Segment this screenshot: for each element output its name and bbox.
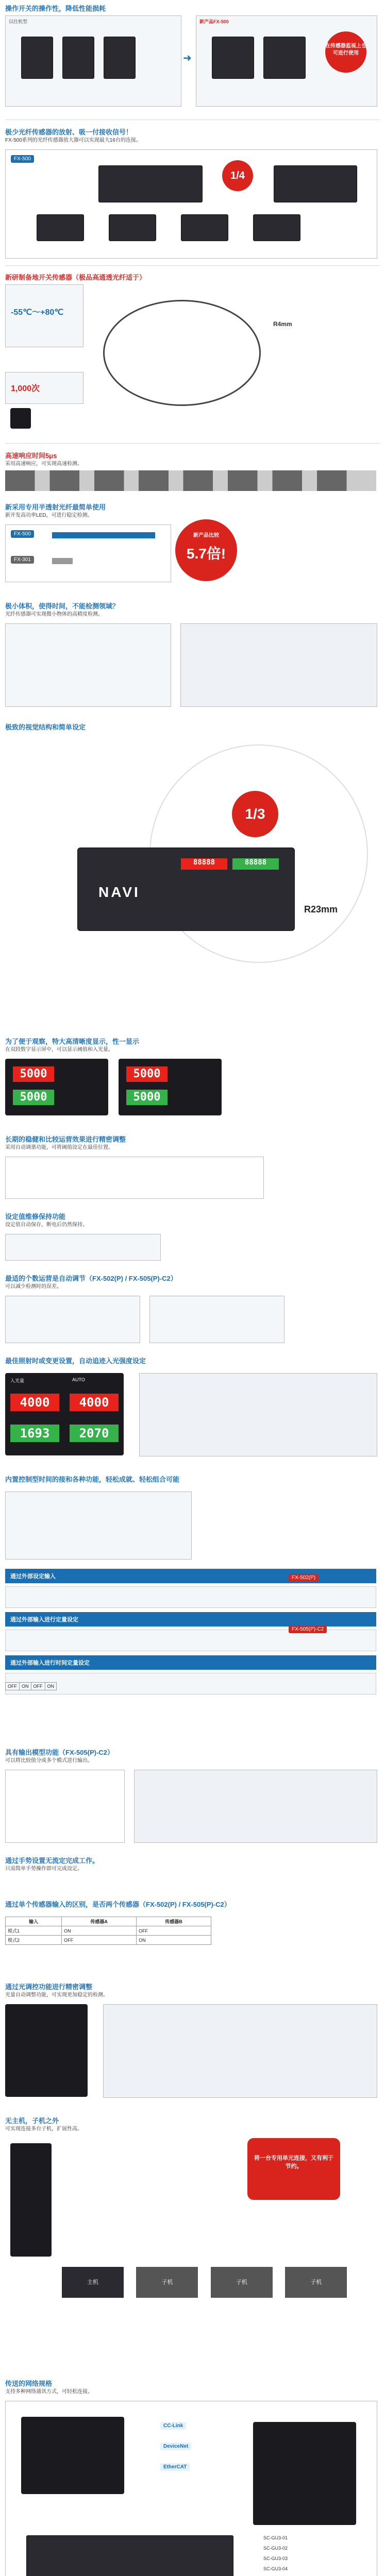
model-b-tag: FX-301 [11, 556, 34, 564]
setting-row [5, 1673, 376, 1694]
amplifier-unit [77, 848, 295, 931]
timer-image [5, 1492, 192, 1560]
controller-image [253, 2422, 356, 2525]
section-desc: FX-500系列的光纤传感器放大器可以实现最大16台的连接。 [5, 138, 141, 143]
table-row [6, 1683, 57, 1690]
callout-bubble: 将一台专用单元连接，又有利于节约。 [247, 2138, 340, 2200]
section-title: 极致的视觉结构和简单设定 [5, 723, 86, 731]
unit-slave: 子机 [136, 2267, 198, 2298]
section-desc: 支持多种网络通讯方式，可轻松连接。 [5, 2389, 93, 2395]
table-header: 输入 [6, 1917, 62, 1926]
section-network [0, 2375, 385, 2576]
section-title: 设定值维修保持功能 [5, 1213, 66, 1221]
display-panel-left [5, 1059, 108, 1115]
table-cell: 模式1 [6, 1926, 62, 1936]
section-title: 具有输出模型功能（FX-505(P)-C2） [5, 1749, 114, 1756]
section-output-mode [0, 1744, 385, 1847]
sensor-head-image [10, 408, 31, 429]
bend-count: 1,000次 [11, 384, 40, 393]
connection-diagram [5, 149, 377, 259]
section-title: 极小体积，使得时间，不能检测领域？ [5, 602, 120, 610]
timing-table [5, 1682, 57, 1690]
section-title: 新采用专用半透射光纤最简单使用 [5, 503, 106, 511]
new-model-label: 新产品FX-500 [199, 19, 229, 24]
model-a-tag: FX-500 [11, 530, 34, 538]
network-unit-label: SC-GU3-02 [263, 2546, 288, 2551]
table-header: 传感器A [62, 1917, 137, 1926]
section-desc: 可以将比较值分成多个模式进行输出。 [5, 1758, 93, 1764]
amplifier-image [104, 37, 136, 79]
amplifier-image [212, 37, 254, 79]
table-cell: 模式2 [6, 1936, 62, 1945]
ratio-badge: 1/4 [222, 160, 253, 191]
table-cell: ON [62, 1926, 137, 1936]
section-navi [0, 719, 385, 1028]
section-speed [0, 447, 385, 494]
section-gesture [0, 1852, 385, 1893]
divider [5, 265, 380, 266]
light-adjust-image [103, 2004, 377, 2098]
fiber-cable-image [103, 300, 261, 406]
section-title: 内置控制型时间的接和各种功能，轻松成就、轻松组合可能 [5, 1476, 180, 1483]
section-desc: 可实现连接多台子机，扩展性高。 [5, 2126, 82, 2132]
setting-header: 通过外部输入进行时间定量设定 [5, 1655, 376, 1670]
tuning-chart [5, 1157, 264, 1199]
network-unit-label: SC-GU3-01 [263, 2535, 288, 2540]
section-title: 新研制备地开关传感器（极品高通透光纤适于） [5, 274, 146, 281]
section-title: 操作开关的操作性，降低性能损耗 [5, 5, 106, 12]
section-dual-input [0, 1896, 385, 1973]
callout-badge: 在传感器监视上也可进行使用 [325, 31, 366, 73]
display-top: 5000 [13, 1066, 54, 1082]
section-desc: 光量自动调整功能，可实现更加稳定的检测。 [5, 1992, 108, 1998]
panel-label: 入光量 [10, 1378, 25, 1383]
old-model-label: 以往机型 [9, 19, 28, 24]
table-cell: OFF [137, 1926, 211, 1936]
amplifier-image [109, 214, 156, 241]
section-auto-adjust [0, 1270, 385, 1347]
section-title: 极少光纤传感器的放射、吸一付接收信号！ [5, 128, 133, 136]
section-title: 通过手势设置无流定完成工作。 [5, 1857, 99, 1865]
radius-label: R4mm [273, 320, 292, 328]
output-chart [5, 1770, 125, 1843]
setting-header: 通过外部输入进行定量设定 [5, 1612, 376, 1626]
display-bottom: 1693 [10, 1425, 59, 1442]
setting-header: 通过外部设定输入 [5, 1569, 376, 1583]
tracking-image [139, 1373, 377, 1456]
pc-image [21, 2417, 124, 2494]
display-led: 88888 [181, 858, 227, 870]
amplifier-row [26, 2535, 233, 2576]
input-table [5, 1917, 211, 1945]
master-unit-image [10, 2143, 52, 2257]
display-top: 4000 [10, 1394, 59, 1411]
display-panel [5, 1373, 124, 1455]
section-title: 通过单个传感器输入的区别，是否两个传感器（FX-502(P) / FX-505(P)-C2） [5, 1901, 231, 1908]
section-title: 传送的网络规格 [5, 2380, 53, 2387]
model-compare-panel [5, 524, 171, 582]
network-brand-ecat: EtherCAT [160, 2463, 190, 2471]
display-top: 4000 [70, 1394, 119, 1411]
section-tracking [0, 1352, 385, 1466]
navi-label: NAVI [98, 884, 140, 900]
output-image [134, 1770, 377, 1843]
section-desc: 新开发高功率LED，可进行稳定检测。 [5, 513, 93, 518]
divider [5, 443, 380, 444]
panel-label: AUTO [72, 1377, 85, 1382]
section-title: 为了便于观察，特大高清晰度显示，性一显示 [5, 1038, 140, 1045]
display-bottom: 5000 [13, 1090, 54, 1105]
fraction-badge: 1/3 [232, 791, 278, 837]
section-hold [0, 1208, 385, 1265]
navi-product-image [5, 734, 376, 1023]
display-bottom: 5000 [126, 1090, 168, 1105]
amplifier-image [181, 214, 228, 241]
auto-adjust-image [5, 1296, 140, 1343]
unit-slave: 子机 [285, 2267, 347, 2298]
badge-value: 5.7倍! [186, 546, 226, 562]
bar-model-a [52, 532, 155, 538]
section-title: 最佳照射时或变更设置，自动追迹入光强度设定 [5, 1357, 146, 1365]
ratio-badge [175, 519, 237, 581]
section-title: 长期的稳健和比较运营效果进行精密调整 [5, 1136, 126, 1143]
network-brand-devnet: DeviceNet [160, 2443, 191, 2450]
table-cell: ON [20, 1683, 31, 1690]
detection-image [180, 623, 377, 707]
amplifier-image [253, 214, 300, 241]
auto-adjust-image [149, 1296, 284, 1343]
section-desc: 光纤传感器可实现微小物体的高精度检测。 [5, 612, 103, 617]
table-row [6, 1917, 211, 1926]
section-timer [0, 1471, 385, 1739]
section-master-slave [0, 2112, 385, 2370]
amplifier-row [98, 165, 203, 202]
section-desc: 只需简单手势操作即可完成设定。 [5, 1866, 82, 1872]
section-desc: 采用自动调谐功能，可将阈值设定在最佳位置。 [5, 1145, 113, 1150]
amplifier-image [21, 37, 53, 79]
table-cell: OFF [62, 1936, 137, 1945]
amplifier-image [37, 214, 84, 241]
fiber-spec-panel [5, 284, 83, 347]
table-cell: OFF [31, 1683, 45, 1690]
old-model-panel [5, 15, 181, 107]
series-label: FX-500 [11, 155, 34, 163]
bar-model-b [52, 558, 73, 564]
section-operation [0, 0, 385, 118]
section-desc: 设定值自动保存，断电后仍然保持。 [5, 1222, 88, 1228]
network-brand-ccl: CC-Link [160, 2422, 186, 2430]
radius-label: R23mm [304, 904, 338, 914]
display-led: 88888 [232, 858, 279, 870]
table-row [6, 1936, 211, 1945]
temp-range: -55℃～+80℃ [11, 308, 64, 317]
section-power [0, 499, 385, 591]
table-header: 传感器B [137, 1917, 211, 1926]
amplifier-image [263, 37, 306, 79]
model-tag: FX-505(P)-C2 [289, 1625, 327, 1633]
network-unit-label: SC-GU3-04 [263, 2566, 288, 2571]
badge-top-label: 新产品比较 [193, 533, 219, 538]
section-display [0, 1033, 385, 1126]
display-top: 5000 [126, 1066, 168, 1082]
section-tuning [0, 1131, 385, 1203]
amplifier-row [274, 165, 357, 202]
amplifier-image [5, 2004, 88, 2097]
slave-row [62, 2267, 371, 2298]
table-row [6, 1926, 211, 1936]
unit-master: 主机 [62, 2267, 124, 2298]
amplifier-image [62, 37, 94, 79]
small-object-image [5, 623, 171, 707]
section-connection [0, 124, 385, 263]
section-light-adjust [0, 1978, 385, 2107]
display-panel-right [119, 1059, 222, 1115]
unit-slave: 子机 [211, 2267, 273, 2298]
arrow-right-icon: ➜ [183, 53, 192, 64]
section-desc: 在双段数字显示屏中，可以显示阈值和入光量。 [5, 1047, 113, 1053]
setting-row [5, 1586, 376, 1608]
bend-test-panel [5, 372, 83, 404]
conveyor-image [5, 470, 376, 491]
section-title: 高速响应时间5μs [5, 452, 57, 460]
display-bottom: 2070 [70, 1425, 119, 1442]
section-title: 最适的个数运营是自动调节（FX-502(P) / FX-505(P)-C2） [5, 1275, 177, 1282]
hold-diagram [5, 1234, 161, 1261]
section-desc: 可以减少检测时的误差。 [5, 1284, 62, 1290]
table-cell: ON [45, 1683, 57, 1690]
network-unit-label: SC-GU3-03 [263, 2556, 288, 2561]
model-tag: FX-502(P) [289, 1574, 319, 1582]
section-small-object [0, 598, 385, 711]
fiber-detail [268, 300, 371, 372]
section-desc: 采用高速响应，可实现高速检测。 [5, 461, 82, 467]
section-fiber [0, 269, 385, 439]
section-title: 无主机，子机之外 [5, 2117, 59, 2125]
table-cell: ON [137, 1936, 211, 1945]
section-title: 通过光调控功能进行精密调整 [5, 1983, 93, 1991]
new-model-panel [196, 15, 377, 107]
network-diagram [5, 2401, 377, 2576]
table-cell: OFF [6, 1683, 20, 1690]
